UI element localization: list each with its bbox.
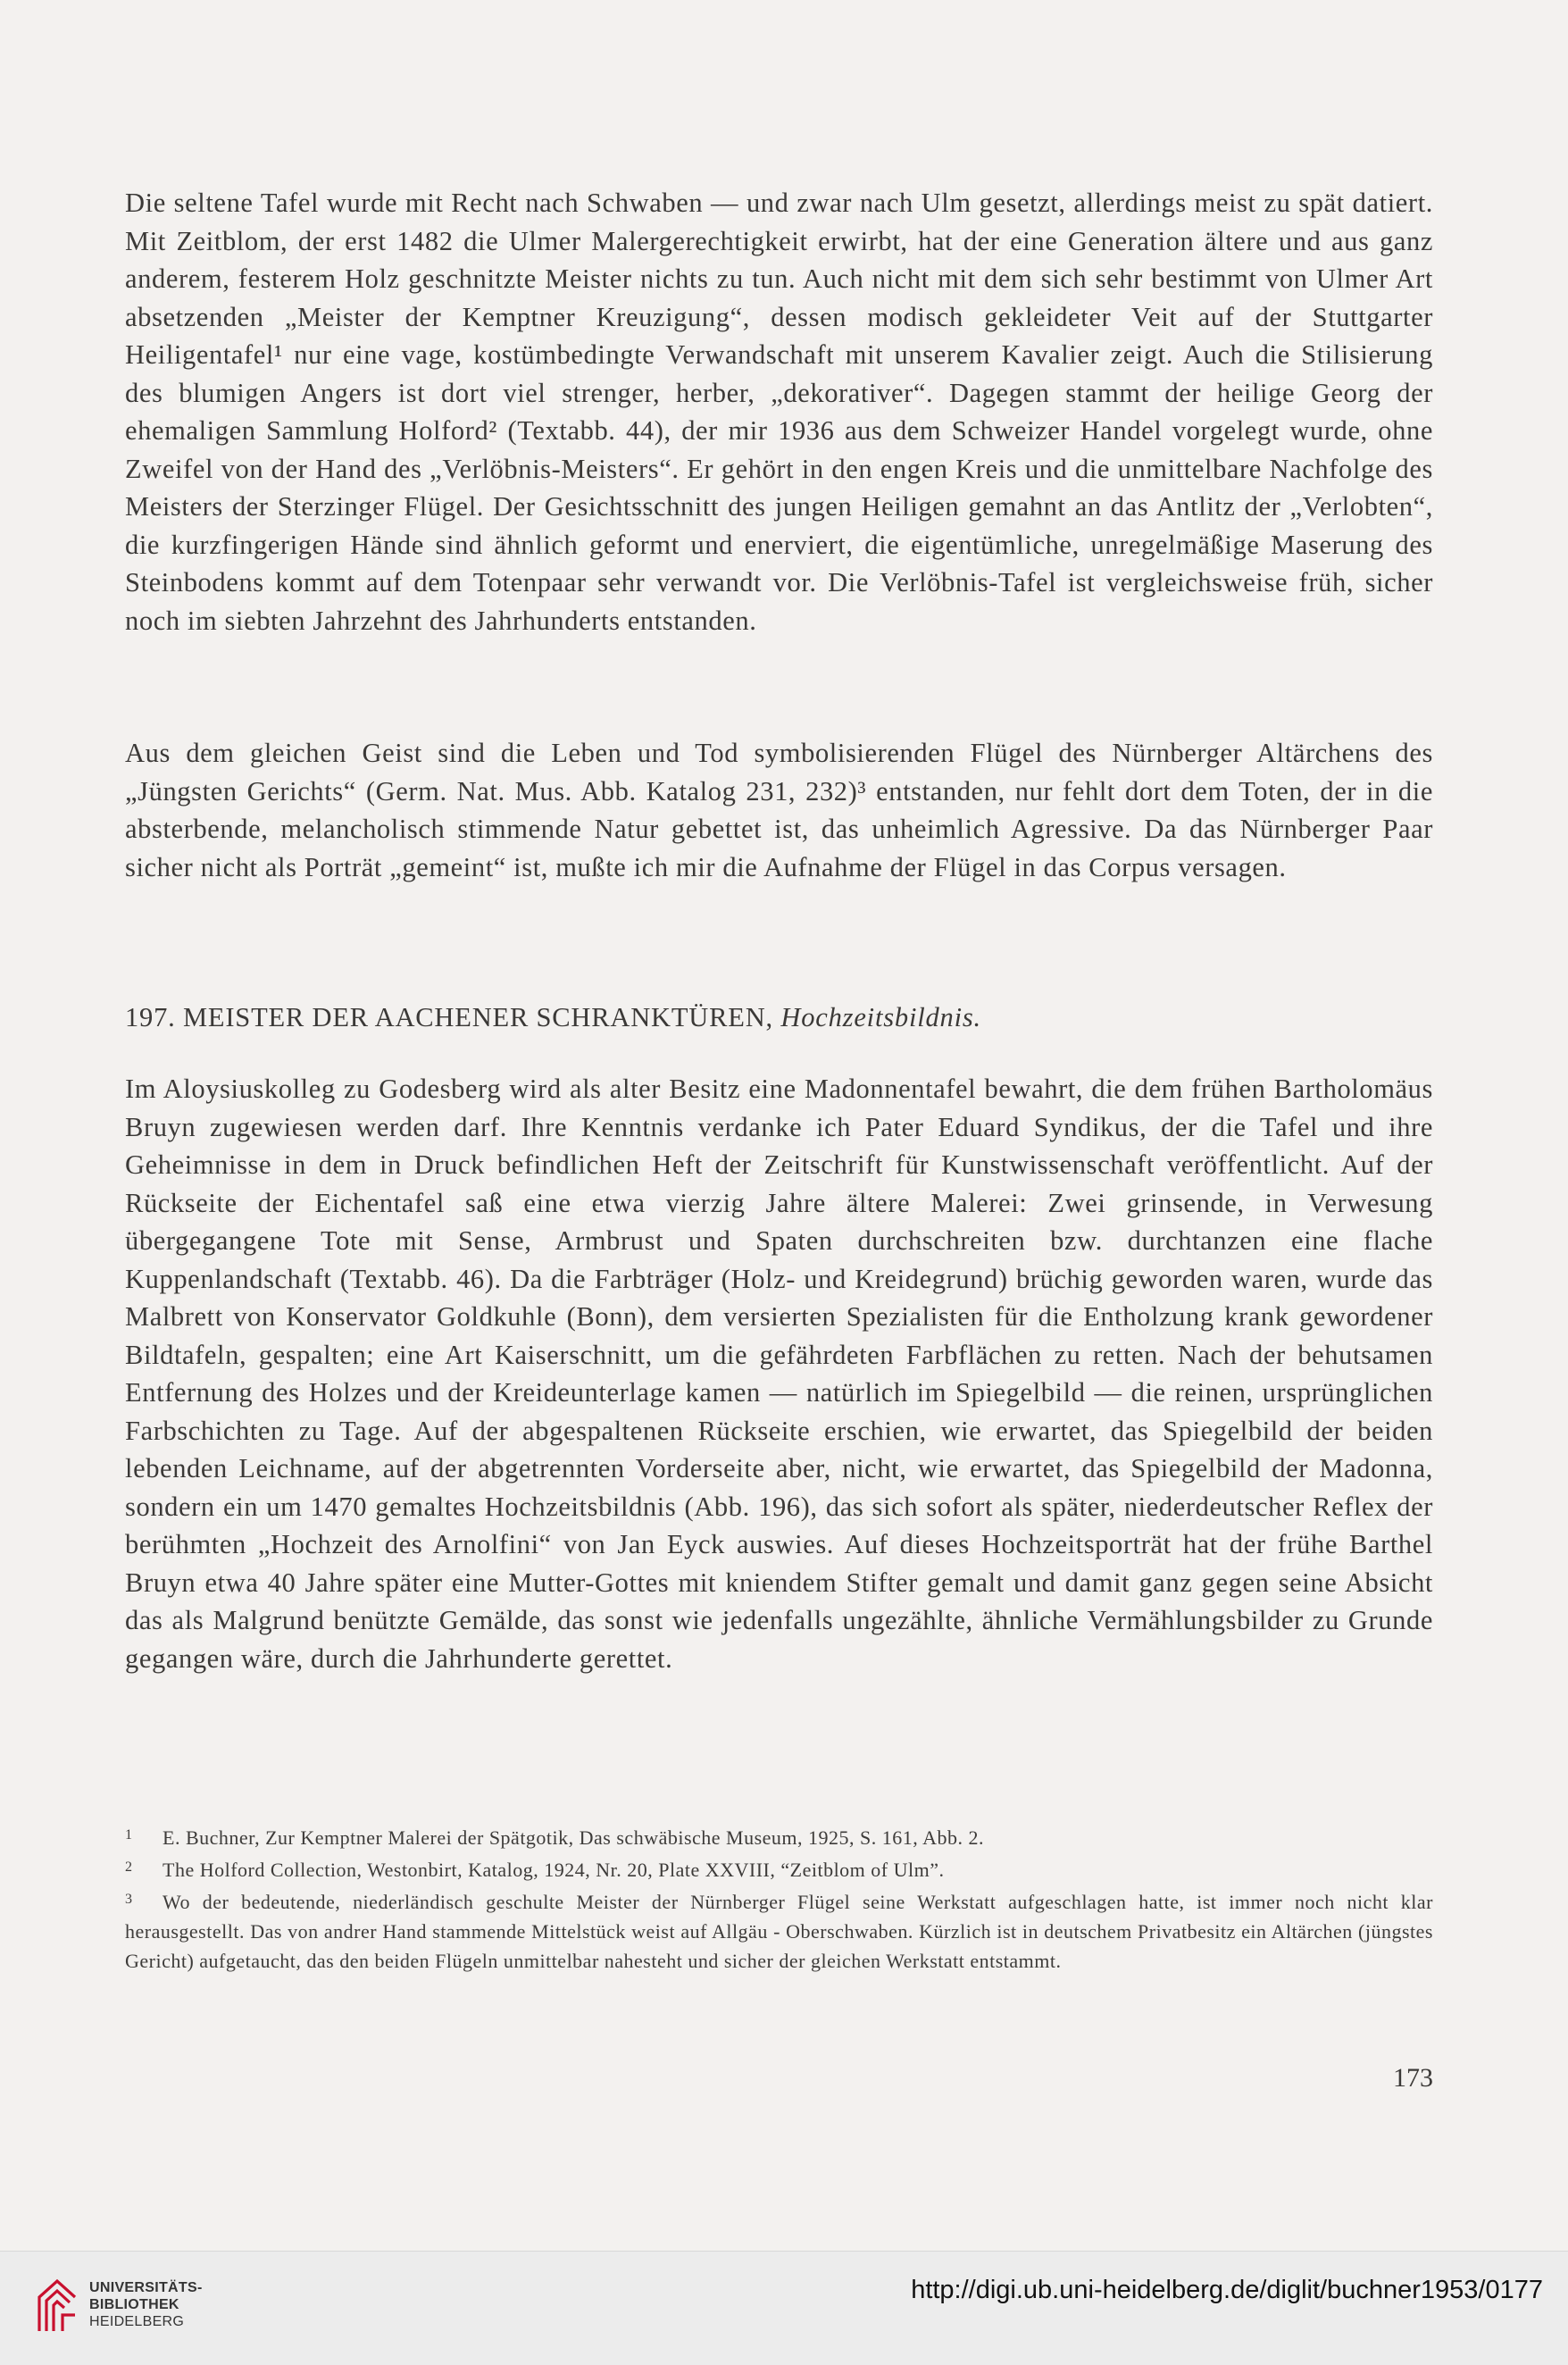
footnote-number: 2 bbox=[125, 1859, 133, 1875]
page-number: 173 bbox=[1393, 2063, 1433, 2093]
body-paragraph-3 bbox=[125, 1070, 1433, 1677]
footnote-text: E. Buchner, Zur Kemptner Malerei der Spätgotik, Das schwäbische Museum, 1925, S. 161, Abb. 2. bbox=[163, 1826, 984, 1849]
ub-heidelberg-logo-icon bbox=[36, 2276, 79, 2335]
footer-bar bbox=[0, 2251, 1568, 2365]
footnote-3 bbox=[125, 1884, 1433, 1976]
footnote-text: The Holford Collection, Westonbirt, Katalog, 1924, Nr. 20, Plate XXVIII, “Zeitblom of Ulm”. bbox=[163, 1859, 945, 1881]
source-url-link[interactable]: http://digi.ub.uni-heidelberg.de/diglit/buchner1953/0177 bbox=[911, 2276, 1543, 2304]
footnote-1 bbox=[125, 1820, 1433, 1852]
paragraph-text: Die seltene Tafel wurde mit Recht nach Schwaben — und zwar nach Ulm gesetzt, allerdings meist zu spät datiert. Mit Zeitblom, der erst 1482 die Ulmer Malergerechtigkeit erwirbt, hat der eine Generation ältere und aus ganz anderem, festerem Holz geschnitzte Meister nichts zu tun. Auch nicht mit dem sich sehr bestimmt von Ulmer Art absetzenden „Meister der Kemptner Kreuzigung“, dessen modisch gekleideter Veit auf der Stuttgarter Heiligentafel¹ nur eine vage, kostümbedingte Verwandschaft mit unserem Kavalier zeigt. Auch die Stilisierung des blumigen Angers ist dort viel strenger, herber, „dekorativer“. Dagegen stammt der heilige Georg der ehemaligen Sammlung Holford² (Textabb. 44), der mir 1936 aus dem Schweizer Handel vorgelegt wurde, ohne Zweifel von der Hand des „Verlöbnis-Meisters“. Er gehört in den engen Kreis und die unmittelbare Nachfolge des Meisters der Sterzinger Flügel. Der Gesichtsschnitt des jungen Heiligen gemahnt an das Antlitz der „Verlobten“, die kurzfingerigen Hände sind ähnlich geformt und enerviert, die eigentümliche, unregelmäßige Maserung des Steinbodens kommt auf dem Totenpaar sehr verwandt vor. Die Verlöbnis-Tafel ist vergleichsweise früh, sicher noch im siebten Jahrzehnt des Jahrhunderts entstanden. bbox=[125, 188, 1433, 636]
footnote-text: Wo der bedeutende, niederländisch geschulte Meister der Nürnberger Flügel seine Werkstatt aufgeschlagen hatte, ist immer noch nicht klar herausgestellt. Das von andrer Hand stammende Mittelstück weist auf Allgäu - Oberschwaben. Kürzlich ist in deutschem Privatbesitz ein Altärchen (jüngstes Gericht) aufgetaucht, das den beiden Flügeln unmittelbar nahesteht und sicher der gleichen Werkstatt entstammt. bbox=[125, 1891, 1433, 1972]
library-name-line-1: UNIVERSITÄTS- bbox=[89, 2280, 203, 2295]
body-paragraph-1 bbox=[125, 184, 1433, 639]
footnote-number: 1 bbox=[125, 1827, 133, 1843]
footnotes bbox=[125, 1820, 1433, 1976]
library-name bbox=[89, 2279, 203, 2330]
paragraph-text: Im Aloysiuskolleg zu Godesberg wird als alter Besitz eine Madonnentafel bewahrt, die dem frühen Bartholomäus Bruyn zugewiesen werden darf. Ihre Kenntnis verdanke ich Pater Eduard Syndikus, der die Tafel und ihre Geheimnisse in dem in Druck befindlichen Heft der Zeitschrift für Kunstwissenschaft veröffentlicht. Auf der Rückseite der Eichentafel saß eine etwa vierzig Jahre ältere Malerei: Zwei grinsende, in Verwesung übergegangene Tote mit Sense, Armbrust und Spaten durchschreiten bzw. durchtanzen eine flache Kuppenlandschaft (Textabb. 46). Da die Farbträger (Holz- und Kreidegrund) brüchig geworden waren, wurde das Malbrett von Konservator Goldkuhle (Bonn), dem versierten Spezialisten für die Entholzung krank gewordener Bildtafeln, gespalten; eine Art Kaiserschnitt, um die gefährdeten Farbflächen zu retten. Nach der behutsamen Entfernung des Holzes und der Kreideunterlage kamen — natürlich im Spiegelbild — die reinen, ursprünglichen Farbschichten zu Tage. Auf der abgespaltenen Rückseite erschien, wie erwartet, das Spiegelbild der beiden lebenden Leichname, auf der abgetrennten Vorderseite aber, nicht, wie erwartet, das Spiegelbild der Madonna, sondern ein um 1470 gemaltes Hochzeitsbildnis (Abb. 196), das sich sofort als später, niederdeutscher Reflex der berühmten „Hochzeit des Arnolfini“ von Jan Eyck auswies. Auf dieses Hochzeitsporträt hat der frühe Barthel Bruyn etwa 40 Jahre später eine Mutter-Gottes mit kniendem Stifter gemalt und damit ganz gegen seine Absicht das als Malgrund benützte Gemälde, das sonst wie jedenfalls ungezählte, ähnliche Vermählungsbilder zu Grunde gegangen wäre, durch die Jahrhunderte gerettet. bbox=[125, 1074, 1433, 1674]
section-heading bbox=[125, 1002, 1433, 1033]
body-paragraph-2 bbox=[125, 734, 1433, 886]
section-heading-title: 197. MEISTER DER AACHENER SCHRANKTÜREN, bbox=[125, 1002, 773, 1032]
footnote-2 bbox=[125, 1852, 1433, 1884]
paragraph-text: Aus dem gleichen Geist sind die Leben und Tod symbolisierenden Flügel des Nürnberger Altärchens des „Jüngsten Gerichts“ (Germ. Nat. Mus. Abb. Katalog 231, 232)³ entstanden, nur fehlt dort dem Toten, der in die absterbende, melancholisch stimmende Natur gebettet ist, das unheimlich Agressive. Da das Nürnberger Paar sicher nicht als Porträt „gemeint“ ist, mußte ich mir die Aufnahme der Flügel in das Corpus versagen. bbox=[125, 738, 1433, 882]
library-name-line-3: HEIDELBERG bbox=[89, 2314, 185, 2329]
section-heading-subtitle: Hochzeitsbildnis. bbox=[780, 1002, 981, 1032]
footnote-number: 3 bbox=[125, 1892, 133, 1907]
library-name-line-2: BIBLIOTHEK bbox=[89, 2297, 179, 2312]
